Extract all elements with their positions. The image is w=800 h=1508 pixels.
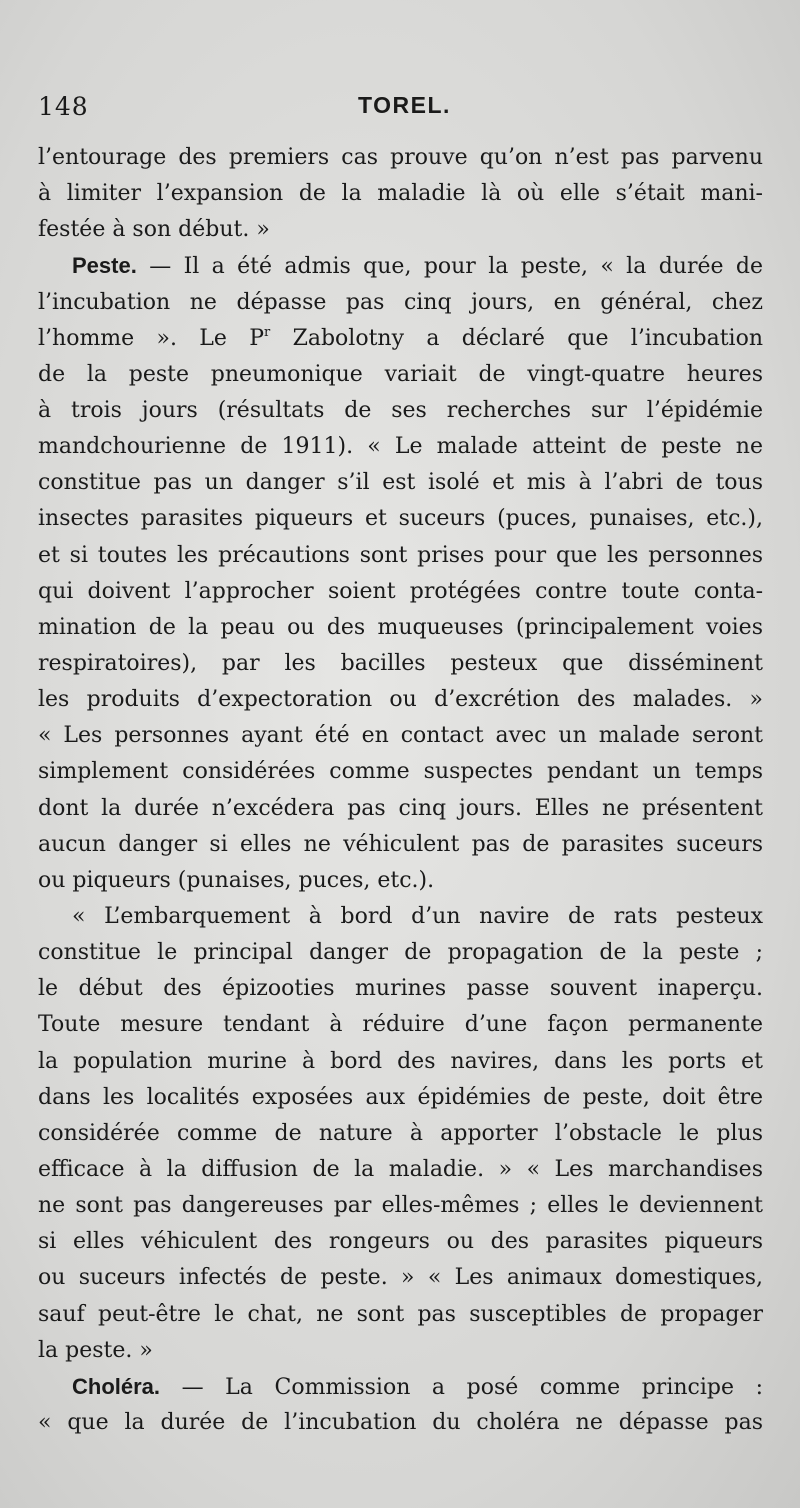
text-line: ne sont pas dangereuses par elles-mêmes ; elles le deviennent	[38, 1193, 763, 1219]
text-line: respiratoires), par les bacilles pesteux que disséminent	[38, 650, 763, 676]
text-line: « Les personnes ayant été en contact avec un malade seront	[38, 723, 763, 749]
text-line: Toute mesure tendant à réduire d’une façon permanente	[38, 1012, 763, 1038]
text-span: — La Commission a posé comme principe :	[181, 1374, 763, 1400]
text-line: mandchourienne de 1911). « Le malade atteint de peste ne	[38, 434, 763, 460]
text-line: l’incubation ne dépasse pas cinq jours, en général, chez	[38, 289, 763, 315]
text-line: les produits d’expectoration ou d’excrétion des malades. »	[38, 687, 763, 713]
text-line: à trois jours (résultats de ses recherches sur l’épidémie	[38, 397, 763, 423]
superscript: r	[264, 324, 271, 340]
text-line: constitue pas un danger s’il est isolé et mis à l’abri de tous	[38, 470, 763, 496]
text-line: et si toutes les précautions sont prises pour que les personnes	[38, 542, 763, 568]
text-line: l’entourage des premiers cas prouve qu’on n’est pas parvenu	[38, 145, 763, 170]
text-line: la peste. »	[38, 1337, 153, 1363]
text-line: la population murine à bord des navires, dans les ports et	[38, 1048, 763, 1074]
text-line-with-superscript	[38, 321, 763, 357]
text-line: insectes parasites piqueurs et suceurs (puces, punaises, etc.),	[38, 506, 763, 532]
text-line: mination de la peau ou des muqueuses (principalement voies	[38, 614, 763, 640]
text-line: le début des épizooties murines passe souvent inaperçu.	[38, 976, 763, 1002]
text-span: l’homme ». Le P	[38, 325, 265, 351]
text-line: sauf peut-être le chat, ne sont pas susceptibles de propager	[38, 1301, 763, 1327]
text-line: ou piqueurs (punaises, puces, etc.).	[38, 867, 435, 893]
text-line: ou suceurs infectés de peste. » « Les animaux domestiques,	[38, 1265, 763, 1291]
text-line: dans les localités exposées aux épidémies de peste, doit être	[38, 1084, 763, 1110]
text-line: simplement considérées comme suspectes pendant un temps	[38, 759, 763, 785]
paragraph-peste-first-line	[38, 248, 763, 284]
text-span: — Il a été admis que, pour la peste, « la durée de	[149, 254, 763, 280]
running-title: TOREL.	[358, 92, 451, 118]
body-text	[38, 140, 763, 1441]
text-line: « L’embarquement à bord d’un navire de rats pesteux	[72, 903, 763, 929]
text-line: constitue le principal danger de propagation de la peste ;	[38, 940, 763, 966]
text-line: festée à son début. »	[38, 217, 270, 243]
text-line: considérée comme de nature à apporter l’obstacle le plus	[38, 1120, 763, 1146]
section-heading-cholera: Choléra.	[72, 1373, 161, 1399]
text-span: Zabolotny a déclaré que l’incubation	[270, 325, 763, 351]
paragraph-cholera-first-line	[38, 1369, 763, 1405]
text-line: qui doivent l’approcher soient protégées contre toute conta-	[38, 578, 763, 604]
page-header	[38, 92, 763, 132]
text-line: à limiter l’expansion de la maladie là où elle s’était mani-	[38, 181, 763, 207]
text-line: si elles véhiculent des rongeurs ou des parasites piqueurs	[38, 1229, 763, 1255]
text-line: dont la durée n’excédera pas cinq jours. Elles ne présentent	[38, 795, 763, 821]
text-line: efficace à la diffusion de la maladie. » « Les marchandises	[38, 1156, 763, 1182]
text-line: de la peste pneumonique variait de vingt-quatre heures	[38, 361, 763, 387]
text-line: aucun danger si elles ne véhiculent pas de parasites suceurs	[38, 831, 763, 857]
text-line: « que la durée de l’incubation du choléra ne dépasse pas	[38, 1409, 763, 1435]
page-number: 148	[38, 92, 89, 121]
section-heading-peste: Peste.	[72, 253, 137, 279]
